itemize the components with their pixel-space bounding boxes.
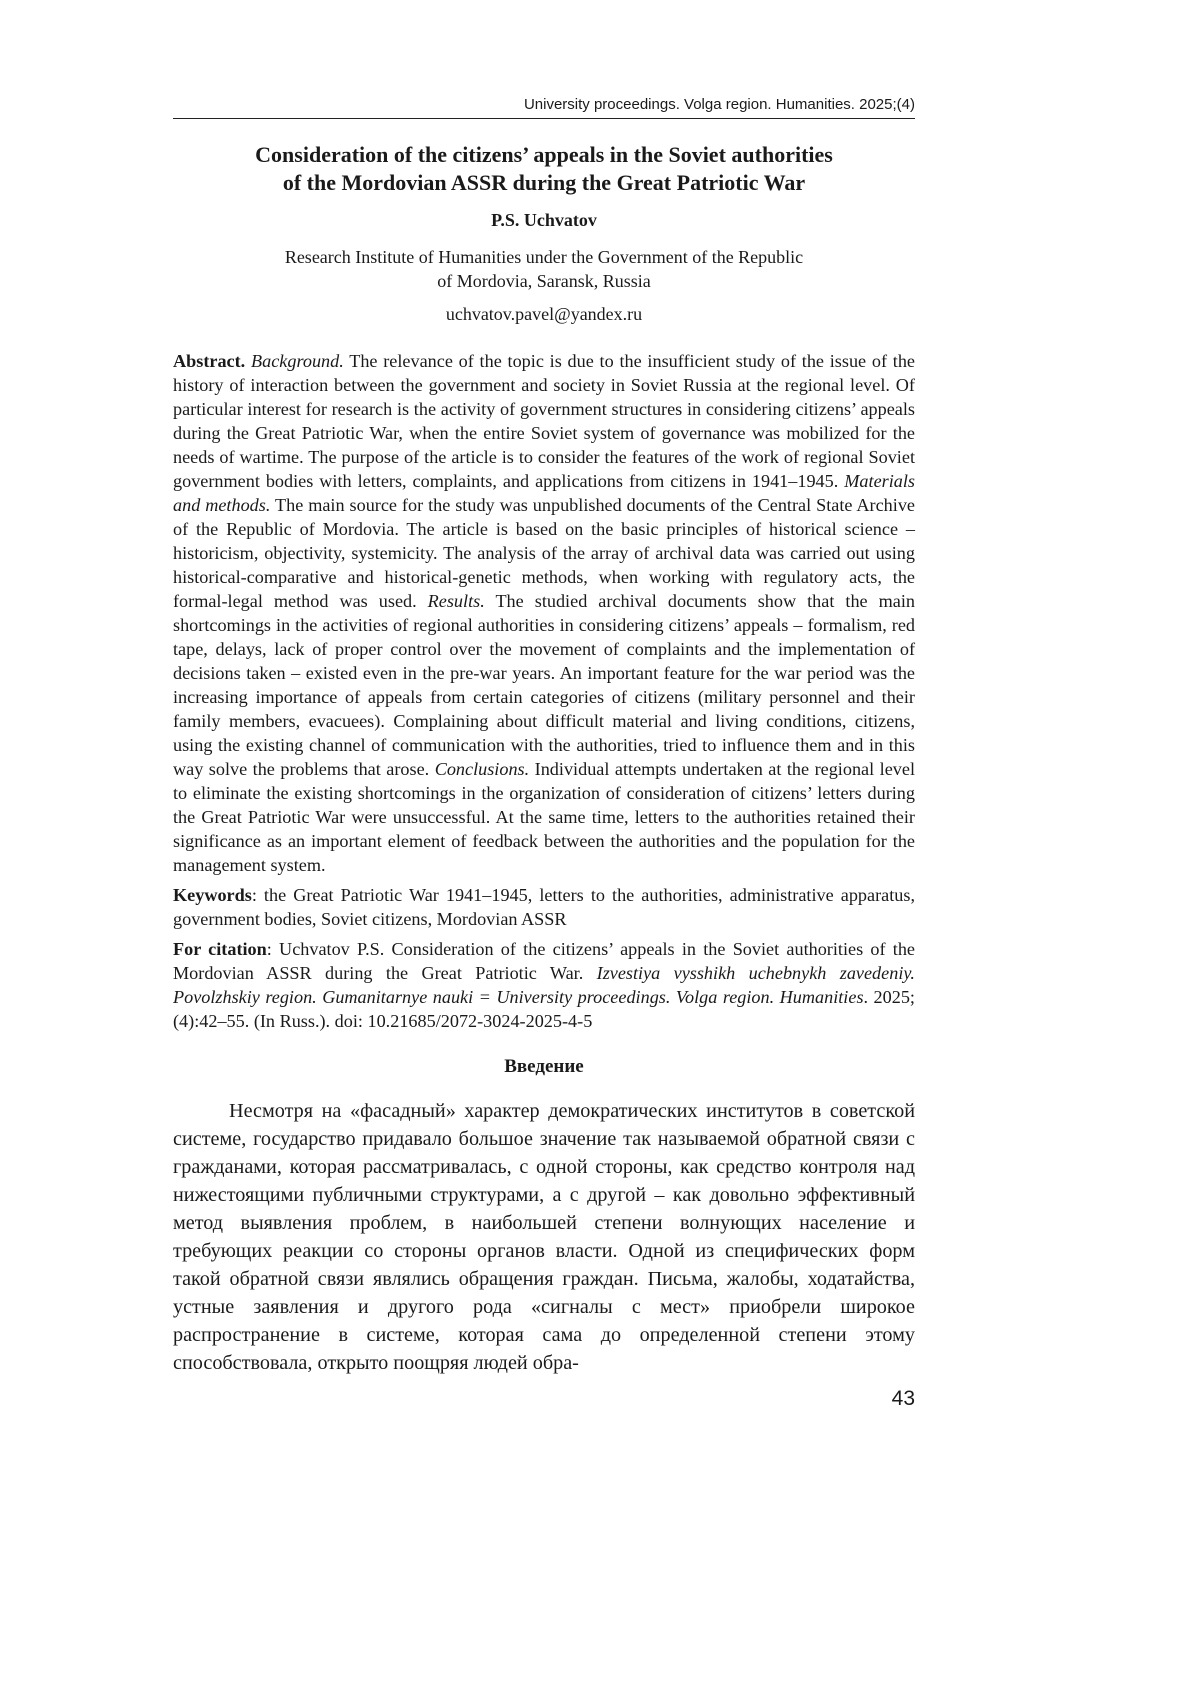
background-label: Background. xyxy=(251,351,344,371)
keywords xyxy=(173,883,915,931)
running-header: University proceedings. Volga region. Humanities. 2025;(4) xyxy=(173,96,915,119)
article-title-line-2: of the Mordovian ASSR during the Great Patriotic War xyxy=(282,170,806,195)
keywords-label: Keywords xyxy=(173,885,252,905)
abstract-paragraph xyxy=(173,349,915,877)
conclusions-text: Individual attempts undertaken at the regional level to eliminate the existing shortcomings in the organization of consideration of citizens’ letters during the Great Patriotic War were unsuccessful. At the same time, letters to the authorities retained their significance as an important element of feedback between the authorities and the population for the management system. xyxy=(173,759,915,875)
page-number: 43 xyxy=(891,1387,915,1410)
section-heading-introduction: Введение xyxy=(504,1056,584,1077)
citation xyxy=(173,937,915,1033)
citation-journal: Izvestiya vysshikh uchebnykh zavedeniy. Povolzhskiy region. Gumanitarnye nauki = University proceedings. Volga region. Humanities xyxy=(173,963,915,1007)
results-label: Results. xyxy=(427,591,485,611)
paper-page xyxy=(173,96,915,1411)
citation-text-before: : Uchvatov P.S. Consideration of the citizens’ appeals in the Soviet authorities of the Mordovian ASSR during the Great Patriotic War. xyxy=(173,939,915,983)
methods-text: The main source for the study was unpublished documents of the Central State Archive of the Republic of Mordovia. The article is based on the basic principles of historical science – historicism, objectivity, systemicity. The analysis of the array of archival data was carried out using historical-comparative and historical-genetic methods, when working with regulatory acts, the formal-legal method was used. xyxy=(173,495,915,611)
affiliation-line-2: of Mordovia, Saransk, Russia xyxy=(437,271,651,291)
citation-label: For citation xyxy=(173,939,267,959)
article-title-line-1: Consideration of the citizens’ appeals in the Soviet authorities xyxy=(255,142,833,167)
article-title xyxy=(173,141,915,197)
author-name: P.S. Uchvatov xyxy=(491,210,597,230)
conclusions-label: Conclusions. xyxy=(434,759,530,779)
methods-label: Materials and methods. xyxy=(173,471,915,515)
citation-text-after: . 2025;(4):42–55. (In Russ.). doi: 10.21685/2072-3024-2025-4-5 xyxy=(173,987,915,1031)
keywords-text: : the Great Patriotic War 1941–1945, letters to the authorities, administrative apparatus, government bodies, Soviet citizens, Mordovian ASSR xyxy=(173,885,915,929)
results-text: The studied archival documents show that the main shortcomings in the activities of regional authorities in considering citizens’ appeals – formalism, red tape, delays, lack of proper control over the movement of complaints and the implementation of decisions taken – existed even in the pre-war years. An important feature for the war period was the increasing importance of appeals from certain categories of citizens (military personnel and their family members, evacuees). Complaining about difficult material and living conditions, citizens, using the existing channel of communication with the authorities, tried to influence them and in this way solve the problems that arose. xyxy=(173,591,915,779)
author-affiliation xyxy=(173,245,915,293)
background-text: The relevance of the topic is due to the insufficient study of the issue of the history of interaction between the government and society in Soviet Russia at the regional level. Of particular interest for research is the activity of government structures in considering citizens’ appeals during the Great Patriotic War, when the entire Soviet system of governance was mobilized for the needs of wartime. The purpose of the article is to consider the features of the work of regional Soviet government bodies with letters, complaints, and applications from citizens in 1941–1945. xyxy=(173,351,915,491)
abstract xyxy=(173,349,915,877)
abstract-label: Abstract. xyxy=(173,351,246,371)
introduction-paragraph: Несмотря на «фасадный» характер демократических институтов в советской системе, государство придавало большое значение так называемой обратной связи с гражданами, которая рассматривалась, с одной стороны, как средство контроля над нижестоящими публичными структурами, а с другой – как довольно эффективный метод выявления проблем, в наибольшей степени волнующих население и требующих реакции со стороны органов власти. Одной из специфических форм такой обратной связи являлись обращения граждан. Письма, жалобы, ходатайства, устные заявления и другого рода «сигналы с мест» приобрели широкое распространение в системе, которая сама до определенной степени этому способствовала, открыто поощряя людей обра- xyxy=(173,1100,915,1374)
affiliation-line-1: Research Institute of Humanities under the Government of the Republic xyxy=(284,247,804,267)
author-email: uchvatov.pavel@yandex.ru xyxy=(445,304,643,324)
